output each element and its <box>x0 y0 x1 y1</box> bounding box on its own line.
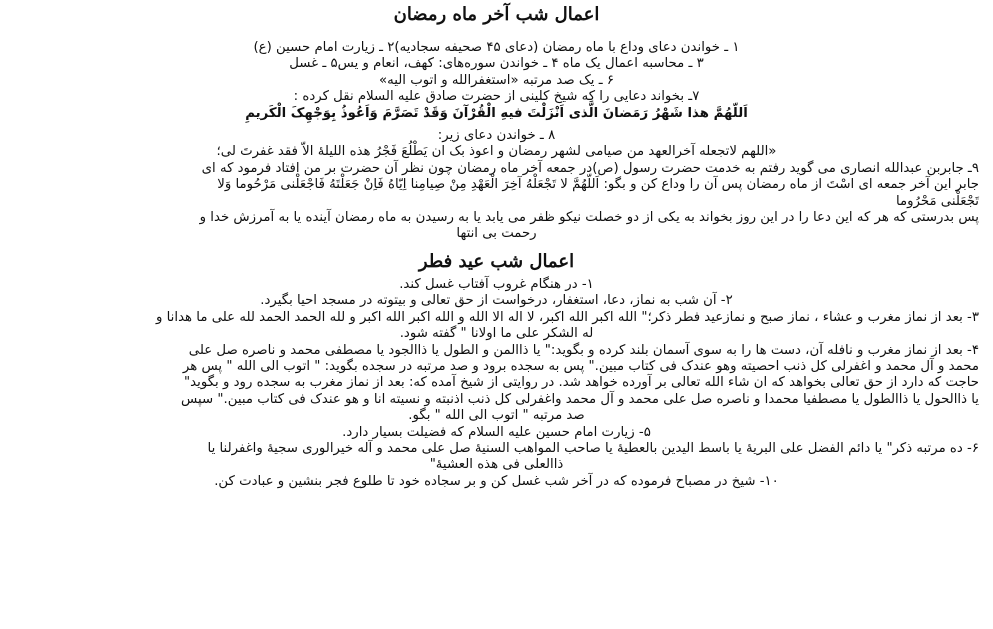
eid-item-3-line-1: ۳- بعد از نماز مغرب و عشاء ، نماز صبح و نمازعید فطر ذکر؛" الله اکبر الله اکبر، لا اله الا الله و الله اکبر الله اکبر و لله الحمد الحمد لله علی ما هدانا و <box>155 309 979 325</box>
section-title-eid-fitr-night: اعمال شب عید فطر <box>418 250 575 272</box>
item-9-line-2: جابر این آخر جمعه ای اسْتَ از ماه رمضان پس آن را وداع کن و بگو: اَللّهُمَّ لا تَجْعَلْهُ آخِرَ الْعَهْدِ مِنْ صِیامِنا اِیّاهُ فَاِنْ جَعَلْتَهُ فَاجْعَلْنی مَرْحُوما وَلا <box>217 177 979 193</box>
eid-item-2-line: ۲- آن شب به نماز، دعا، استغفار، درخواست از حق تعالی و بیتوته در مسجد احیا بگیرد. <box>260 293 733 309</box>
eid-item-4-line-2: محمد و آل محمد و اغفرلی کل ذنب احصیته وهو عندک فی کتاب مبین." پس به سجده برود و صد مرتبه در سجده بگوید: " اتوب الی الله " پس هر <box>182 358 979 374</box>
item-8-prayer-line: «اللهم لاتجعله آخرالعهد من صیامی لشهر رمضان و اعوذ بک ان یَطْلُعَ فَجْرُ هذه اللیلهٔ الاّ فقد غفرتَ لی؛ <box>216 144 777 160</box>
item-7-intro-line: ۷ـ بخواند دعایی را که شیخ کلینی از حضرت صادق علیه السلام نقل کرده : <box>293 89 700 105</box>
item-3-5-line: ۳ ـ محاسبه اعمال یک ماه ۴ ـ خواندن سوره‌های: کهف، انعام و یس۵ ـ غسل <box>289 56 704 72</box>
eid-item-4-line-4: یا ذاالحول یا ذاالطول یا مصطفیا محمدا و ناصره صل علی محمد و آل محمد واغفرلی کل ذنب اذنبته و نسیته انا و هو عندک فی کتاب مبین." سپس <box>181 391 979 407</box>
eid-item-3-line-2: له الشکر علی ما اولانا " گفته شود. <box>399 326 594 342</box>
eid-item-6-line-1: ۶- ده مرتبه ذکر" یا دائم الفضل علی البریهٔ یا باسط الیدین بالعطیهٔ یا صاحب المواهب السنیهٔ صل علی محمد و آله خیرالوری سجیهٔ واغفرلنا یا <box>207 440 979 456</box>
item-9-line-4: پس بدرستی که هر که این دعا را در این روز بخواند به یکی از دو خصلت نیکو ظفر می یابد یا به رسیدن به ماه رمضان آینده یا به آمرزش خدا و <box>199 210 979 226</box>
eid-item-4-line-5: صد مرتبه " اتوب الی الله " بگو. <box>408 408 585 424</box>
eid-item-5-line: ۵- زیارت امام حسین علیه السلام که فضیلت بسیار دارد. <box>342 424 651 440</box>
eid-item-1-line: ۱- در هنگام غروب آفتاب غسل کند. <box>399 276 594 292</box>
eid-item-6-line-2: ذاالعلی فی هذه العشیهٔ" <box>429 457 564 473</box>
item-7-prayer-line: اَللّهُمَّ هذا شَهْرُ رَمَضانَ الَّذی اَنْزَلْتَ فیهِ الْقُرْآنَ وَقَدْ تَصَرَّمَ وَاَعُوذُ بِوَجْهِکَ الْکَریمِ <box>245 105 748 121</box>
section-eid-fitr-night <box>14 277 979 490</box>
item-6-line: ۶ ـ یک صد مرتبه «استغفرالله و اتوب الیه» <box>378 72 614 88</box>
item-9-line-5: رحمت بی انتها <box>456 226 537 242</box>
section-last-night-ramadan <box>14 40 979 243</box>
eid-item-4-line-3: حاجت که دارد از حق تعالی بخواهد که ان شاء الله تعالی بر آورده خواهد شد. در روایتی از شیخ آمده که: بعد از نماز مغرب به سجده رود و بگوید" <box>184 375 979 391</box>
item-9-line-1: ۹ـ جابربن عبدالله انصاری می گوید رفتم به خدمت حضرت رسول (ص)در جمعه آخر ماه رمضان چون نظر آن حضرت بر من افتاد فرمود که ای <box>201 160 979 176</box>
item-8-intro-line: ۸ ـ خواندن دعای زیر: <box>437 128 556 144</box>
eid-item-10-line: ۱۰- شیخ در مصباح فرموده که در آخر شب غسل کن و بر سجاده خود تا طلوع فجر بنشین و عبادت کن. <box>214 473 779 489</box>
item-1-2-line: ۱ ـ خواندن دعای وداع با ماه رمضان (دعای ۴۵ صحیفه سجادیه)۲ ـ زیارت امام حسین (ع) <box>253 40 740 55</box>
eid-item-4-line-1: ۴- بعد از نماز مغرب و نافله آن، دست ها را به سوی آسمان بلند کرده و بگوید:" یا ذاالمن و الطول یا ذاالجود یا مصطفی محمد و ناصره صل علی <box>188 342 979 358</box>
item-9-line-3: تَجْعَلْنی مَحْرُوما <box>895 193 979 209</box>
section-title-last-night-ramadan: اعمال شب آخر ماه رمضان <box>393 4 600 25</box>
